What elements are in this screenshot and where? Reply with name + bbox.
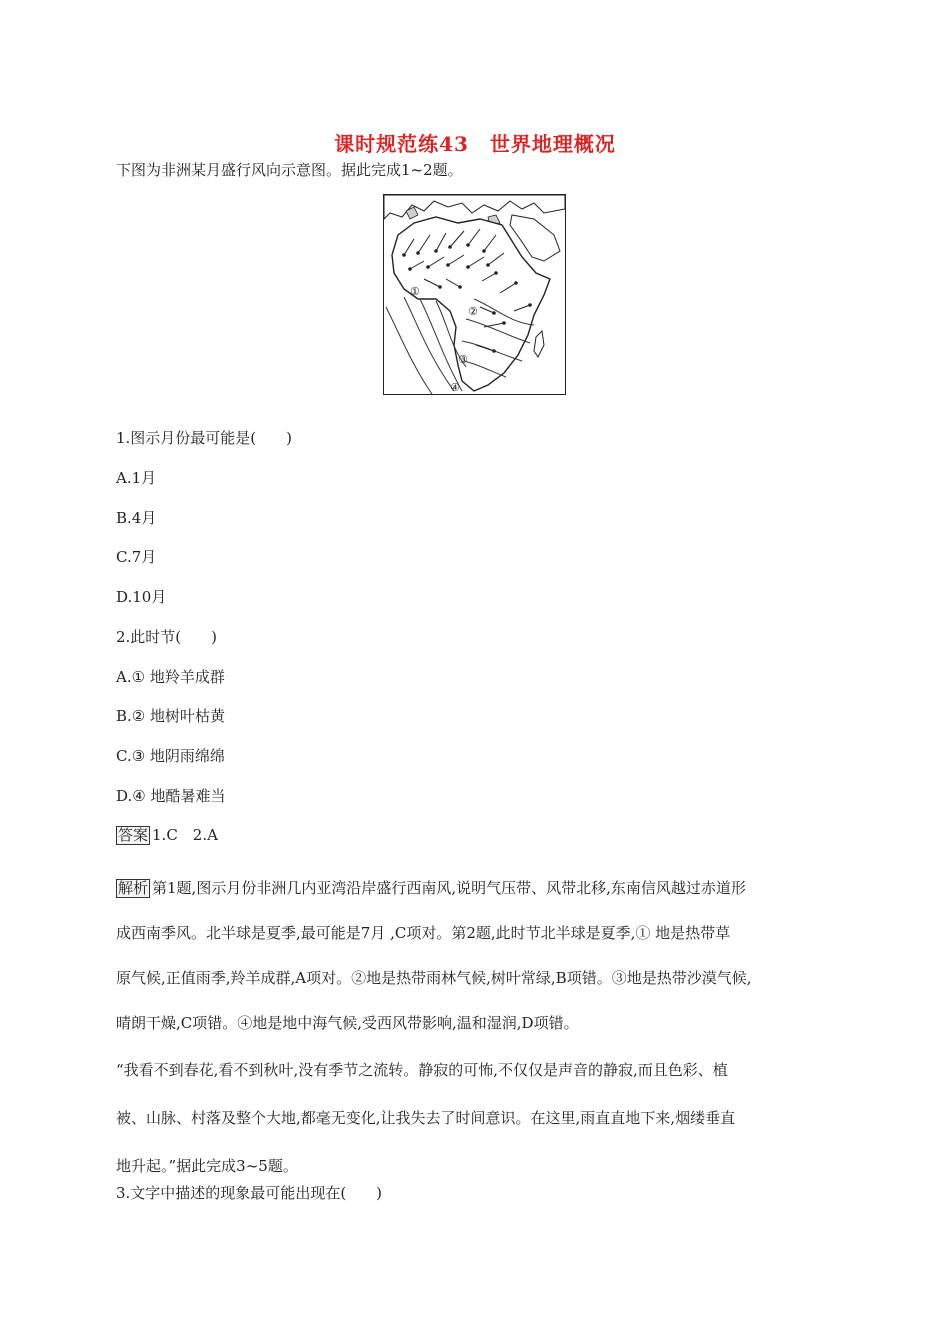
africa-wind-map	[383, 194, 566, 395]
map-label-3: ③	[458, 353, 468, 366]
q1-option-a: A.1月	[116, 469, 157, 487]
analysis-line-1: 第1题,图示月份非洲几内亚湾沿岸盛行西南风,说明气压带、风带北移,东南信风越过赤道形	[152, 879, 746, 897]
map-label-2: ②	[468, 305, 478, 318]
analysis-line-2: 成西南季风。北半球是夏季,最可能是7月 ,C项对。第2题,此时节北半球是夏季,① 地是热带草	[116, 924, 731, 942]
question-3-stem: 3.文字中描述的现象最可能出现在( )	[116, 1184, 383, 1202]
question-2-stem: 2.此时节( )	[116, 628, 218, 646]
analysis-tag: 解析	[118, 879, 149, 897]
map-drawing	[384, 195, 565, 394]
q2-option-c: C.③ 地阴雨绵绵	[116, 747, 225, 765]
passage-line-2: 被、山脉、村落及整个大地,都毫无变化,让我失去了时间意识。在这里,雨直直地下来,烟缕垂直	[116, 1109, 736, 1127]
passage-line-1: “我看不到春花,看不到秋叶,没有季节之流转。静寂的可怖,不仅仅是声音的静寂,而且色彩、植	[116, 1061, 728, 1079]
analysis-line-3: 原气候,正值雨季,羚羊成群,A项对。②地是热带雨林气候,树叶常绿,B项错。③地是热带沙漠气候,	[116, 969, 752, 987]
q1-option-b: B.4月	[116, 509, 157, 527]
q1-option-d: D.10月	[116, 588, 167, 606]
analysis-line-4: 晴朗干燥,C项错。④地是地中海气候,受西风带影响,温和湿润,D项错。	[116, 1014, 579, 1032]
q2-option-b: B.② 地树叶枯黄	[116, 707, 226, 725]
q1-option-c: C.7月	[116, 548, 157, 566]
analysis-block	[116, 866, 846, 1046]
answer-tag: 答案	[118, 826, 149, 844]
map-label-1: ①	[410, 285, 420, 298]
answer-text: 1.C 2.A	[152, 826, 218, 844]
passage-block	[116, 1046, 846, 1190]
passage-line-3: 地升起。”据此完成3~5题。	[116, 1157, 298, 1175]
page-title: 课时规范练43 世界地理概况	[334, 132, 616, 156]
answer-line	[116, 825, 218, 845]
map-label-4: ④	[450, 381, 460, 394]
q2-option-d: D.④ 地酷暑难当	[116, 787, 226, 805]
question-1-stem: 1.图示月份最可能是( )	[116, 429, 293, 447]
q2-option-a: A.① 地羚羊成群	[116, 668, 225, 686]
intro-text: 下图为非洲某月盛行风向示意图。据此完成1~2题。	[116, 161, 463, 179]
